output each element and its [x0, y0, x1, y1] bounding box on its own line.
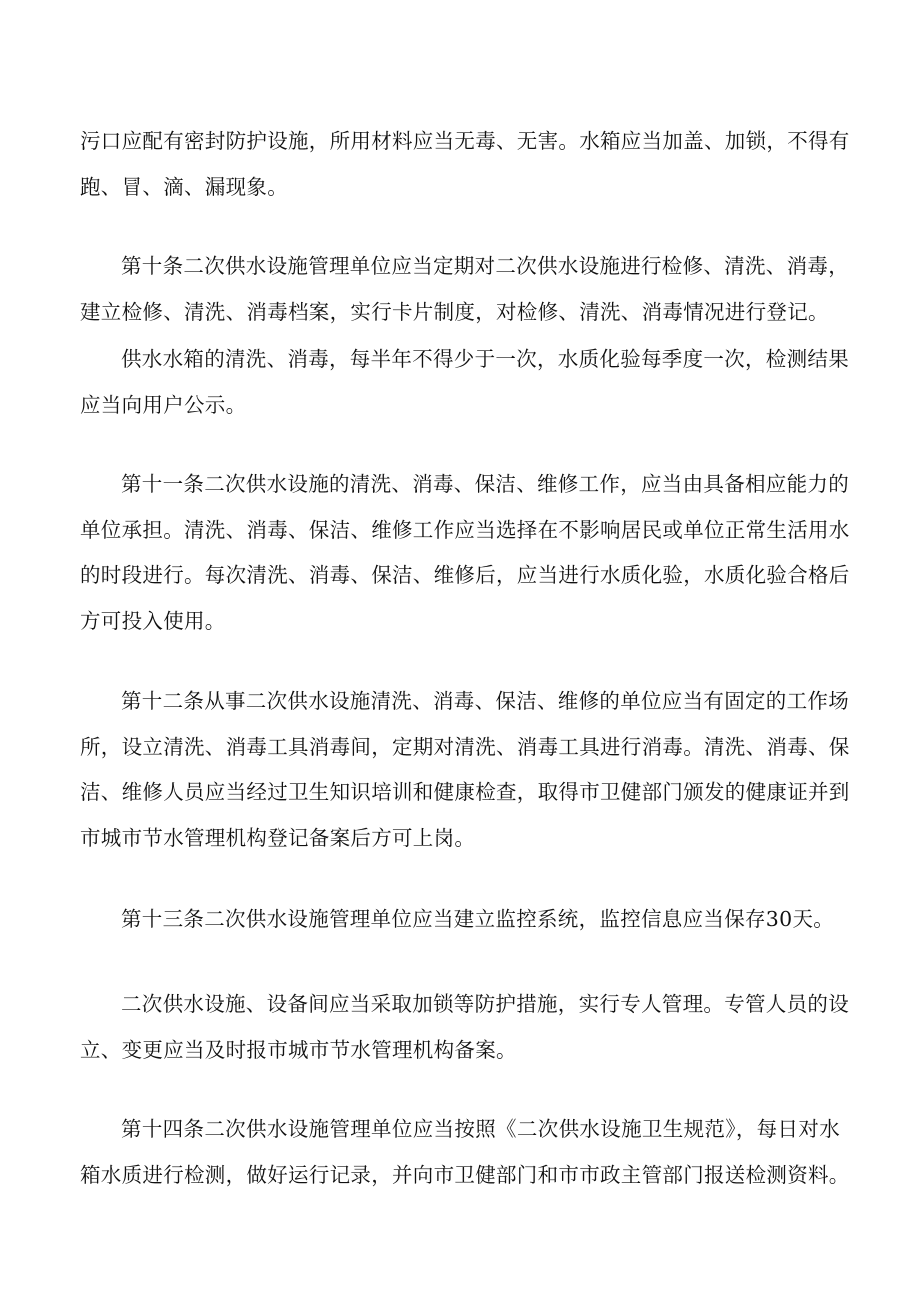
article-12-paragraph — [80, 679, 850, 861]
paragraph-continuation — [80, 119, 850, 210]
article-14-paragraph — [80, 1107, 850, 1198]
text-line: 污口应配有密封防护设施，所用材料应当无毒、无害。水箱应当加盖、加锁，不得有 — [80, 129, 850, 153]
text-line: 二次供水设施、设备间应当采取加锁等防护措施，实行专人管理。专管人员的设 — [121, 992, 849, 1016]
text-line: 市城市节水管理机构登记备案后方可上岗。 — [80, 825, 476, 850]
text-line: 建立检修、清洗、消毒档案，实行卡片制度，对检修、清洗、消毒情况进行登记。 — [80, 299, 829, 324]
text-line: 第十条二次供水设施管理单位应当定期对二次供水设施进行检修、清洗、消毒， — [121, 254, 849, 278]
text-line: 第十二条从事二次供水设施清洗、消毒、保洁、维修的单位应当有固定的工作场 — [121, 689, 849, 713]
text-line: 第十一条二次供水设施的清洗、消毒、保洁、维修工作，应当由具备相应能力的 — [121, 472, 849, 496]
article-10-sub-paragraph — [80, 337, 849, 428]
text-line: 第十三条二次供水设施管理单位应当建立监控系统，监控信息应当保存30天。 — [121, 907, 835, 931]
text-line: 跑、冒、滴、漏现象。 — [80, 174, 288, 199]
text-line: 箱水质进行检测，做好运行记录，并向市卫健部门和市市政主管部门报送检测资料。 — [80, 1162, 850, 1187]
article-10-paragraph — [80, 244, 849, 335]
text-line: 第十四条二次供水设施管理单位应当按照《二次供水设施卫生规范》，每日对水 — [121, 1117, 840, 1141]
text-line: 供水水箱的清洗、消毒，每半年不得少于一次，水质化验每季度一次，检测结果 — [121, 347, 849, 371]
text-line: 洁、维修人员应当经过卫生知识培训和健康检查，取得市卫健部门颁发的健康证并到 — [80, 780, 850, 804]
article-11-paragraph — [80, 462, 850, 644]
article-13-paragraph — [80, 897, 840, 943]
text-line: 单位承担。清洗、消毒、保洁、维修工作应当选择在不影响居民或单位正常生活用水 — [80, 517, 850, 542]
text-line: 所，设立清洗、消毒工具消毒间，定期对清洗、消毒工具进行消毒。清洗、消毒、保 — [80, 734, 850, 759]
text-line: 应当向用户公示。 — [80, 392, 247, 417]
text-line: 立、变更应当及时报市城市节水管理机构备案。 — [80, 1037, 517, 1062]
article-13-sub-paragraph — [80, 982, 849, 1073]
text-line: 方可投入使用。 — [80, 608, 226, 633]
text-line: 的时段进行。每次清洗、消毒、保洁、维修后，应当进行水质化验，水质化验合格后 — [80, 563, 850, 587]
